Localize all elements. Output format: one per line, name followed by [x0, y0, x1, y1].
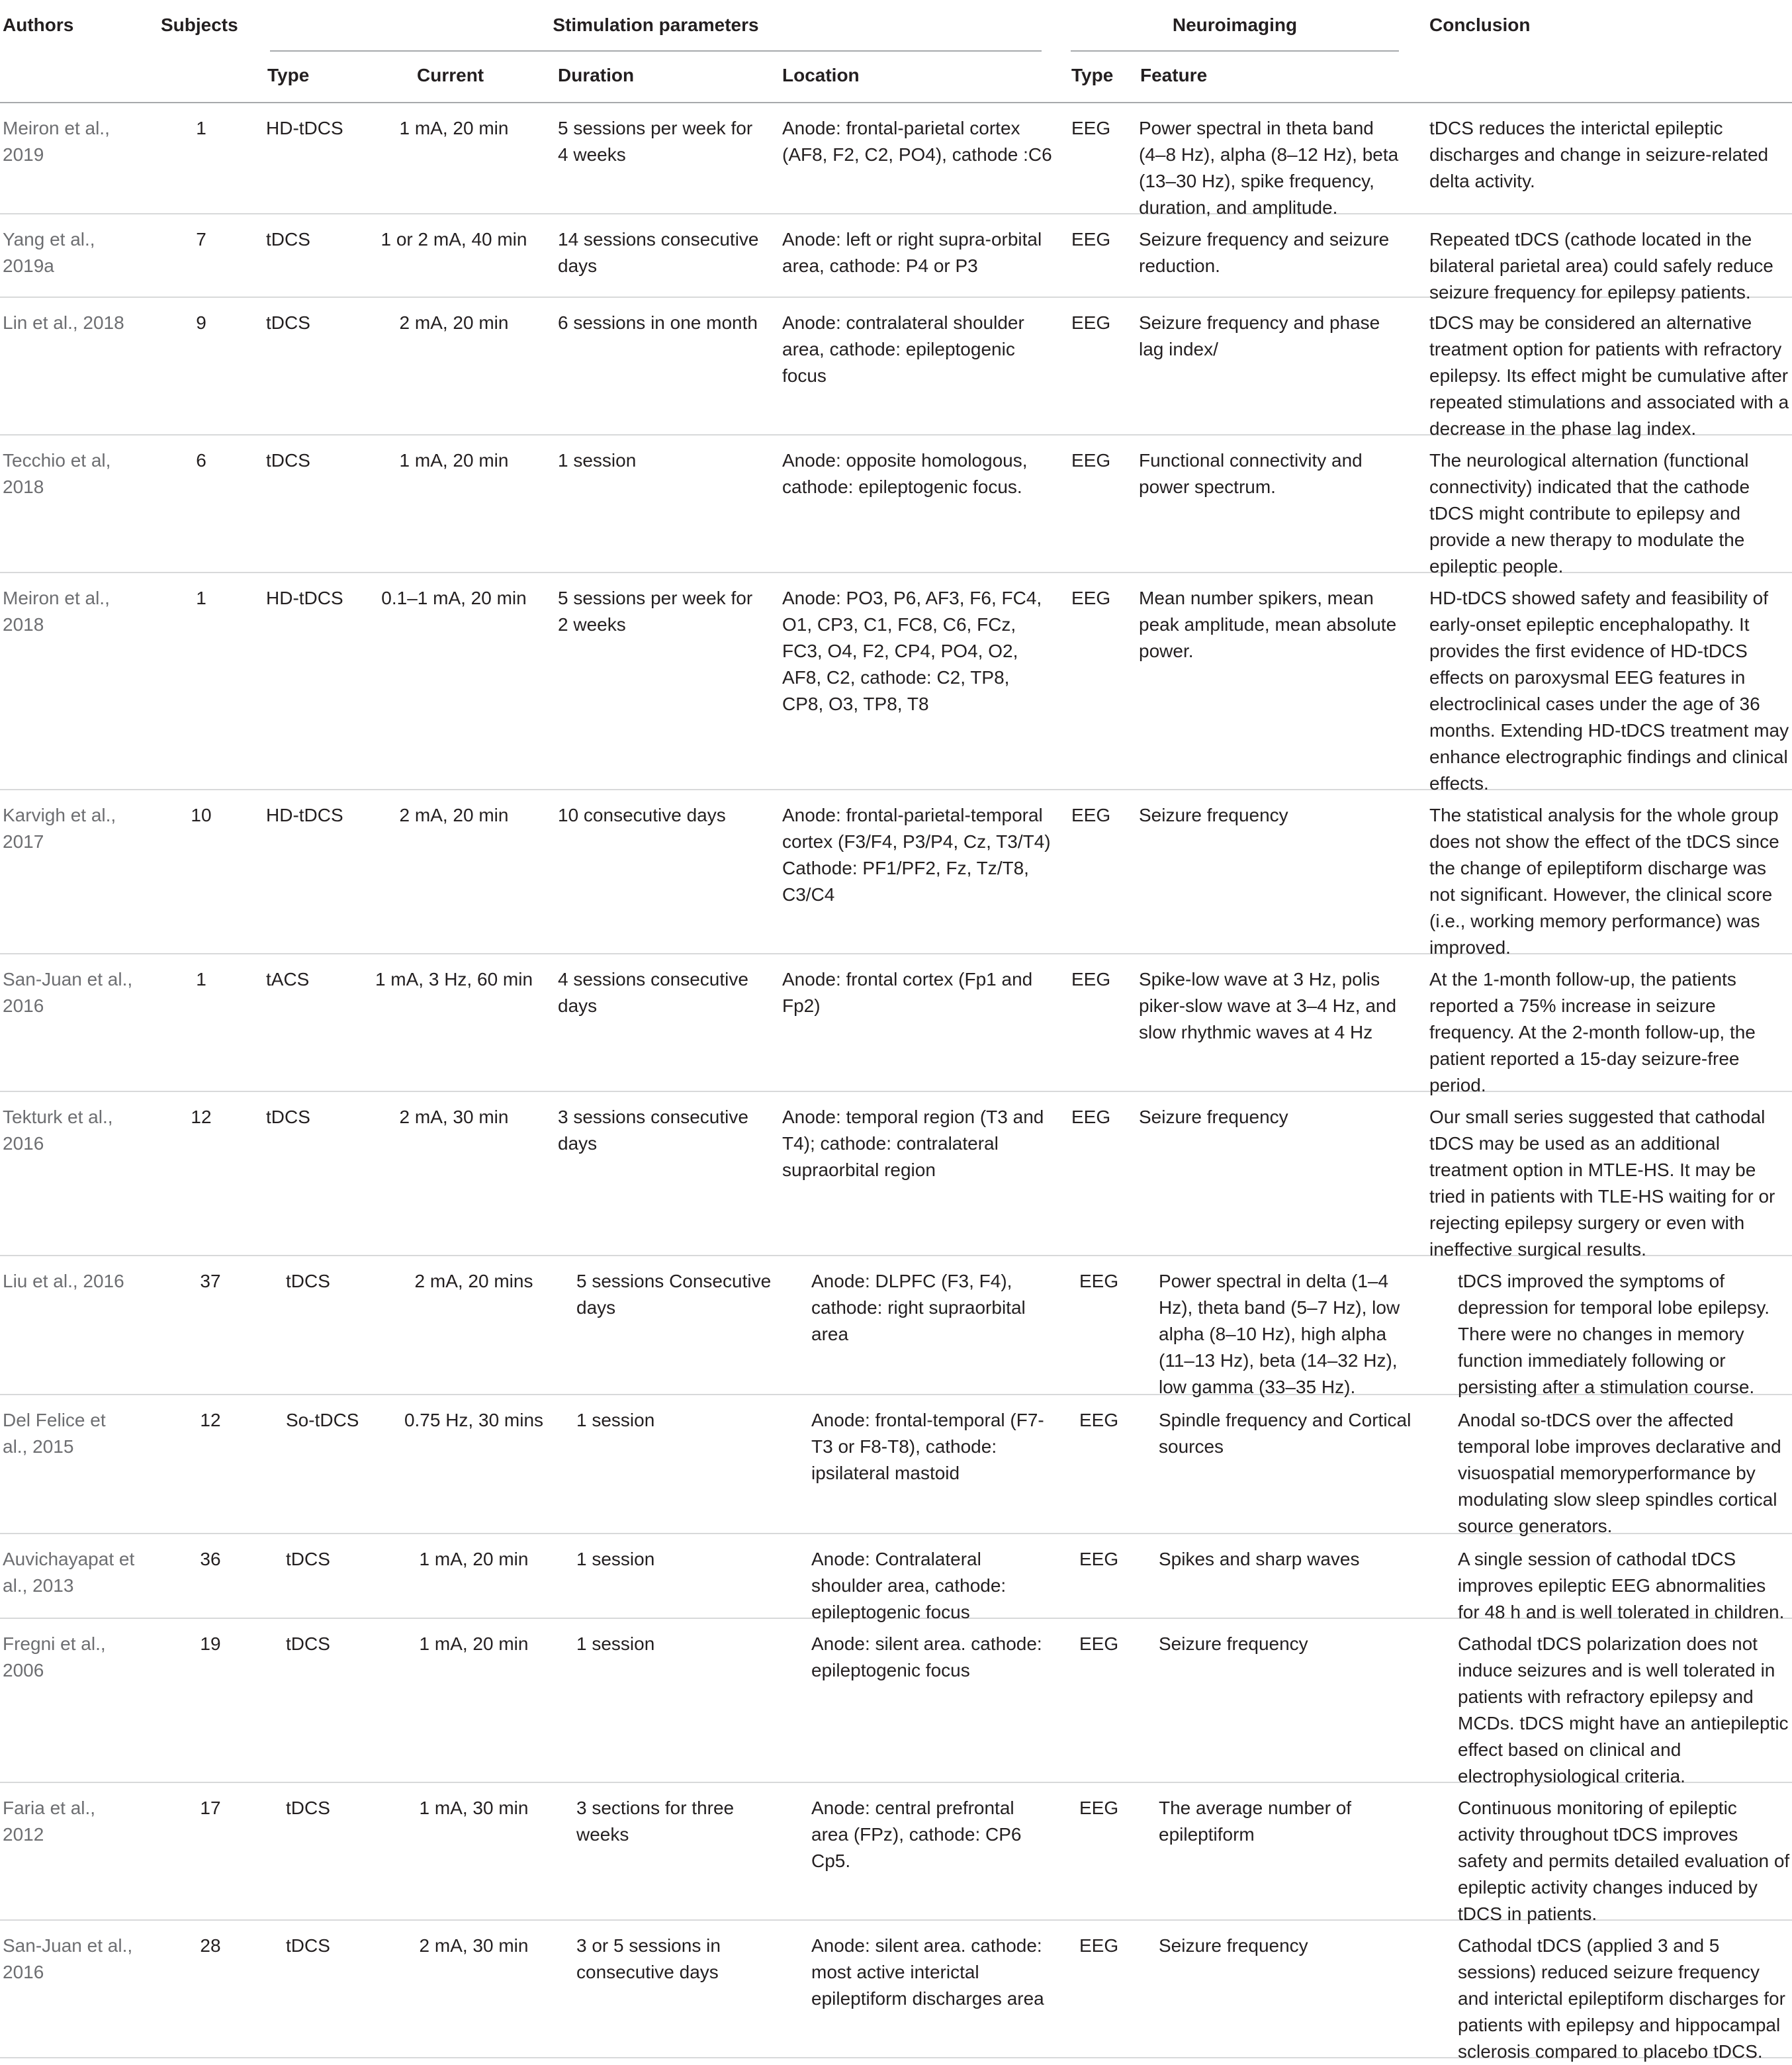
cell-type: tDCS [266, 450, 310, 471]
cell-duration: 3 sections for three weeks [576, 1798, 735, 1845]
header-subjects: Subjects [161, 15, 238, 35]
cell-location: Anode: silent area. cathode: most active interictal epileptiform discharges area [811, 1935, 1044, 2009]
cell-nt-type: EEG [1079, 1633, 1119, 1654]
cell-authors: San-Juan et al., 2016 [3, 969, 133, 1016]
header-authors: Authors [3, 15, 74, 35]
cell-authors: Liu et al., 2016 [3, 1271, 124, 1291]
cell-type: HD-tDCS [266, 118, 343, 138]
cell-feature: Seizure frequency [1139, 805, 1288, 825]
cell-subjects: 1 [196, 588, 206, 608]
cell-subjects: 10 [191, 805, 212, 825]
cell-type: tDCS [266, 229, 310, 250]
table-row [0, 1534, 1792, 1622]
cell-nt-type: EEG [1079, 1935, 1119, 1956]
cell-location: Anode: central prefrontal area (FPz), cathode: CP6 Cp5. [811, 1798, 1022, 1871]
table-row [0, 214, 1792, 302]
cell-authors: Auvichayapat et al., 2013 [3, 1549, 135, 1596]
cell-subjects: 6 [196, 450, 206, 471]
cell-conclusion: A single session of cathodal tDCS improves epileptic EEG abnormalities for 48 h and is well tolerated in children. [1458, 1549, 1785, 1622]
cell-feature: Seizure frequency and phase lag index/ [1139, 312, 1380, 359]
cell-subjects: 9 [196, 312, 206, 333]
cell-duration: 1 session [576, 1410, 655, 1430]
cell-current: 2 mA, 30 min [419, 1935, 529, 1956]
cell-current: 1 mA, 30 min [419, 1798, 529, 1818]
cell-duration: 5 sessions per week for 2 weeks [558, 588, 753, 635]
header-current: Current [417, 65, 484, 85]
cell-location: Anode: left or right supra-orbital area, cathode: P4 or P3 [782, 229, 1042, 276]
header-location: Location [782, 65, 860, 85]
cell-type: tDCS [286, 1549, 330, 1569]
cell-type: tDCS [286, 1633, 330, 1654]
cell-duration: 4 sessions consecutive days [558, 969, 748, 1016]
cell-conclusion: Cathodal tDCS polarization does not induce seizures and is well tolerated in patients with refractory epilepsy and MCDs. tDCS might have an antiepileptic effect based on clinical and electrophysiological criteria. [1458, 1633, 1789, 1786]
cell-type: HD-tDCS [266, 588, 343, 608]
cell-authors: Meiron et al., 2018 [3, 588, 110, 635]
cell-nt-type: EEG [1071, 1107, 1111, 1127]
cell-type: So-tDCS [286, 1410, 359, 1430]
cell-authors: Meiron et al., 2019 [3, 118, 110, 165]
cell-location: Anode: silent area. cathode: epileptogenic focus [811, 1633, 1042, 1680]
cell-type: tDCS [286, 1271, 330, 1291]
cell-feature: Spindle frequency and Cortical sources [1159, 1410, 1411, 1457]
cell-duration: 1 session [576, 1633, 655, 1654]
cell-feature: Seizure frequency [1159, 1935, 1308, 1956]
cell-current: 1 mA, 20 min [419, 1633, 529, 1654]
cell-duration: 5 sessions per week for 4 weeks [558, 118, 753, 165]
cell-subjects: 12 [191, 1107, 212, 1127]
cell-location: Anode: PO3, P6, AF3, F6, FC4, O1, CP3, C1, FC8, C6, FCz, FC3, O4, F2, CP4, PO4, O2, AF8, C2, cathode: C2, TP8, CP8, O3, TP8, T8 [782, 588, 1042, 714]
cell-location: Anode: frontal-temporal (F7-T3 or F8-T8), cathode: ipsilateral mastoid [811, 1410, 1044, 1483]
cell-feature: Power spectral in theta band (4–8 Hz), alpha (8–12 Hz), beta (13–30 Hz), spike frequency, duration, and amplitude. [1139, 118, 1399, 218]
cell-current: 2 mA, 20 mins [414, 1271, 533, 1291]
cell-subjects: 7 [196, 229, 206, 250]
cell-authors: Del Felice et al., 2015 [3, 1410, 106, 1457]
cell-conclusion: Anodal so-tDCS over the affected temporal lobe improves declarative and visuospatial memoryperformance by modulating slow sleep spindles cortical source generators. [1458, 1410, 1781, 1536]
cell-feature: Spikes and sharp waves [1159, 1549, 1360, 1569]
table-row [0, 790, 1792, 958]
cell-nt-type: EEG [1079, 1271, 1119, 1291]
cell-duration: 3 sessions consecutive days [558, 1107, 748, 1154]
cell-authors: San-Juan et al., 2016 [3, 1935, 133, 1982]
cell-authors: Tecchio et al, 2018 [3, 450, 111, 497]
cell-duration: 3 or 5 sessions in consecutive days [576, 1935, 721, 1982]
cell-authors: Karvigh et al., 2017 [3, 805, 116, 852]
cell-subjects: 1 [196, 969, 206, 989]
cell-location: Anode: temporal region (T3 and T4); cathode: contralateral supraorbital region [782, 1107, 1044, 1180]
cell-nt-type: EEG [1071, 118, 1111, 138]
cell-feature: Spike-low wave at 3 Hz, polis piker-slow wave at 3–4 Hz, and slow rhythmic waves at 4 Hz [1139, 969, 1397, 1042]
cell-current: 1 or 2 mA, 40 min [381, 229, 527, 250]
header-neuroimaging: Neuroimaging [1172, 15, 1298, 35]
cell-location: Anode: frontal cortex (Fp1 and Fp2) [782, 969, 1033, 1016]
table-row [0, 954, 1792, 1095]
header-conclusion: Conclusion [1429, 15, 1531, 35]
cell-duration: 14 sessions consecutive days [558, 229, 759, 276]
cell-current: 2 mA, 20 min [399, 312, 509, 333]
cell-nt-type: EEG [1079, 1798, 1119, 1818]
table-row [0, 1256, 1792, 1395]
cell-current: 0.1–1 mA, 20 min [381, 588, 527, 608]
cell-location: Anode: DLPFC (F3, F4), cathode: right supraorbital area [811, 1271, 1026, 1344]
cell-subjects: 36 [200, 1549, 221, 1569]
header-type: Type [267, 65, 310, 85]
cell-duration: 1 session [576, 1549, 655, 1569]
cell-nt-type: EEG [1071, 450, 1111, 471]
cell-authors: Faria et al., 2012 [3, 1798, 96, 1845]
cell-location: Anode: Contralateral shoulder area, cathode: epileptogenic focus [811, 1549, 1007, 1622]
cell-type: tDCS [286, 1935, 330, 1956]
cell-conclusion: The statistical analysis for the whole group does not show the effect of the tDCS since the change of epileptiform discharge was not significant. However, the clinical score (i.e., working memory performance) was improved. [1429, 805, 1779, 958]
cell-type: tACS [266, 969, 310, 989]
header-feature: Feature [1140, 65, 1208, 85]
cell-current: 1 mA, 20 min [419, 1549, 529, 1569]
cell-conclusion: Cathodal tDCS (applied 3 and 5 sessions) reduced seizure frequency and interictal epileptiform discharges for patients with epilepsy and hippocampal sclerosis compared to placebo tDCS. [1458, 1935, 1785, 2062]
cell-nt-type: EEG [1071, 312, 1111, 333]
cell-conclusion: Repeated tDCS (cathode located in the bilateral parietal area) could safely reduce seizure frequency for epilepsy patients. [1429, 229, 1773, 302]
cell-current: 0.75 Hz, 30 mins [404, 1410, 544, 1430]
cell-duration: 5 sessions Consecutive days [576, 1271, 772, 1318]
header-duration: Duration [558, 65, 635, 85]
cell-location: Anode: opposite homologous, cathode: epileptogenic focus. [782, 450, 1028, 497]
cell-location: Anode: contralateral shoulder area, cathode: epileptogenic focus [782, 312, 1024, 386]
cell-feature: Functional connectivity and power spectrum. [1139, 450, 1363, 497]
table-row [0, 103, 1792, 218]
cell-nt-type: EEG [1071, 805, 1111, 825]
table-row [0, 1619, 1792, 1786]
table-row [0, 573, 1792, 794]
cell-authors: Fregni et al., 2006 [3, 1633, 106, 1680]
cell-subjects: 12 [200, 1410, 221, 1430]
cell-nt-type: EEG [1079, 1410, 1119, 1430]
header-neuro-type: Type [1071, 65, 1114, 85]
cell-duration: 1 session [558, 450, 637, 471]
cell-conclusion: Continuous monitoring of epileptic activity throughout tDCS improves safety and permits detailed evaluation of epileptic activity changes induced by tDCS in patients. [1458, 1798, 1790, 1924]
cell-location: Anode: frontal-parietal-temporal cortex (F3/F4, P3/P4, Cz, T3/T4) Cathode: PF1/PF2, Fz, Tz/T8, C3/C4 [782, 805, 1051, 905]
cell-conclusion: At the 1-month follow-up, the patients reported a 75% increase in seizure frequency. At the 2-month follow-up, the patient reported a 15-day seizure-free period. [1429, 969, 1756, 1095]
header-stimulation-parameters: Stimulation parameters [553, 15, 759, 35]
cell-location: Anode: frontal-parietal cortex (AF8, F2, C2, PO4), cathode :C6 [782, 118, 1052, 165]
cell-current: 2 mA, 20 min [399, 805, 509, 825]
cell-current: 1 mA, 20 min [399, 118, 509, 138]
cell-feature: The average number of epileptiform [1159, 1798, 1352, 1845]
table-row [0, 1092, 1792, 1260]
cell-subjects: 17 [200, 1798, 221, 1818]
cell-conclusion: The neurological alternation (functional connectivity) indicated that the cathode tDCS might contribute to epilepsy and provide a new therapy to modulate the epileptic people. [1429, 450, 1750, 576]
cell-conclusion: tDCS may be considered an alternative treatment option for patients with refractory epilepsy. Its effect might be cumulative after repeated stimulations and associated with a decrease in the phase lag index. [1429, 312, 1789, 439]
cell-type: tDCS [266, 312, 310, 333]
table-body [0, 103, 1792, 2062]
table-row [0, 436, 1792, 576]
cell-nt-type: EEG [1071, 588, 1111, 608]
cell-authors: Tekturk et al., 2016 [3, 1107, 113, 1154]
cell-conclusion: Our small series suggested that cathodal tDCS may be used as an additional treatment option in MTLE-HS. It may be tried in patients with TLE-HS waiting for or rejecting epilepsy surgery or even with ineffective surgical results. [1429, 1107, 1775, 1260]
cell-feature: Mean number spikers, mean peak amplitude, mean absolute power. [1139, 588, 1397, 661]
cell-feature: Power spectral in delta (1–4 Hz), theta band (5–7 Hz), low alpha (8–10 Hz), high alpha (11–13 Hz), beta (14–32 Hz), low gamma (33–35 Hz). [1159, 1271, 1400, 1397]
cell-conclusion: tDCS improved the symptoms of depression for temporal lobe epilepsy. There were no changes in memory function immediately following or persisting after a stimulation course. [1458, 1271, 1770, 1397]
table-row [0, 1921, 1792, 2062]
cell-type: HD-tDCS [266, 805, 343, 825]
cell-nt-type: EEG [1071, 969, 1111, 989]
cell-feature: Seizure frequency and seizure reduction. [1139, 229, 1390, 276]
cell-subjects: 1 [196, 118, 206, 138]
cell-nt-type: EEG [1071, 229, 1111, 250]
table-row [0, 1395, 1792, 1534]
cell-current: 1 mA, 3 Hz, 60 min [375, 969, 533, 989]
cell-subjects: 37 [200, 1271, 221, 1291]
table-row [0, 298, 1792, 439]
cell-nt-type: EEG [1079, 1549, 1119, 1569]
cell-duration: 10 consecutive days [558, 805, 726, 825]
cell-authors: Lin et al., 2018 [3, 312, 124, 333]
header-row-columns [0, 50, 1792, 103]
cell-feature: Seizure frequency [1139, 1107, 1288, 1127]
cell-authors: Yang et al., 2019a [3, 229, 95, 276]
cell-current: 2 mA, 30 min [399, 1107, 509, 1127]
table-row [0, 1783, 1792, 1924]
cell-feature: Seizure frequency [1159, 1633, 1308, 1654]
cell-subjects: 28 [200, 1935, 221, 1956]
header-row-group [0, 0, 1792, 50]
cell-subjects: 19 [200, 1633, 221, 1654]
cell-current: 1 mA, 20 min [399, 450, 509, 471]
cell-duration: 6 sessions in one month [558, 312, 758, 333]
cell-type: tDCS [286, 1798, 330, 1818]
cell-conclusion: HD-tDCS showed safety and feasibility of early-onset epileptic encephalopathy. It provides the first evidence of HD-tDCS effects on paroxysmal EEG features in electroclinical cases under the age of 36 months. Extending HD-tDCS treatment may enhance electrographic findings and clinical effects. [1429, 588, 1789, 794]
cell-conclusion: tDCS reduces the interictal epileptic discharges and change in seizure-related delta activity. [1429, 118, 1769, 191]
cell-type: tDCS [266, 1107, 310, 1127]
